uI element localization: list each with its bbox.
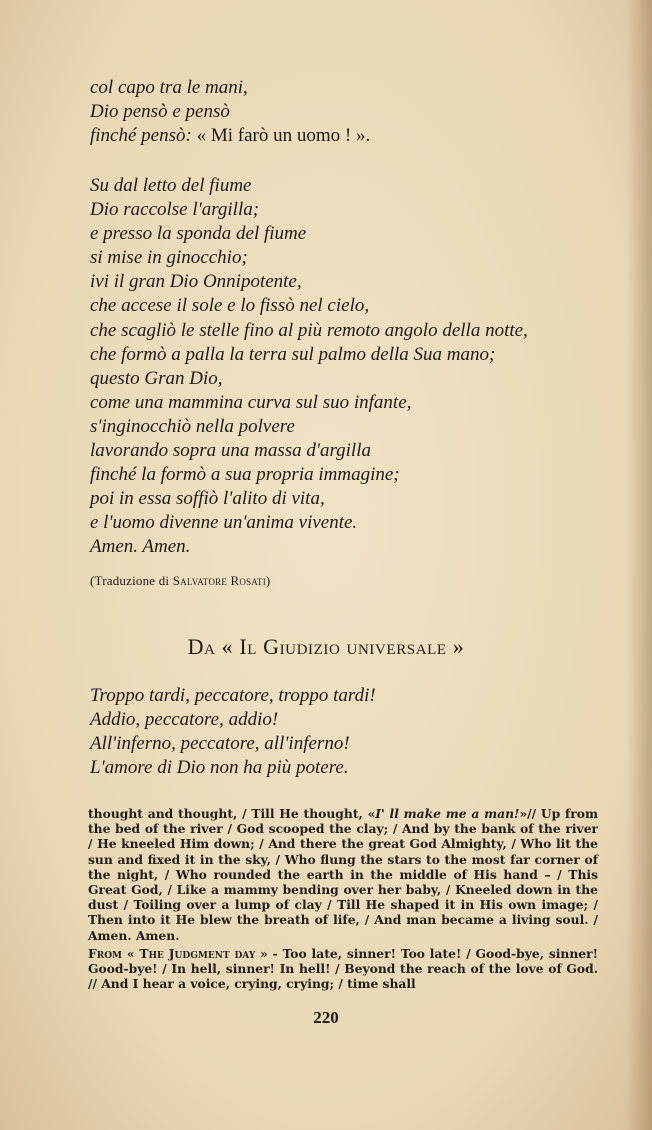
poem-line: che scagliò le stelle fino al più remoto angolo della notte, xyxy=(90,319,528,341)
poem-line: poi in essa soffiò l'alito di vita, xyxy=(90,488,325,510)
poem-line: lavorando sopra una massa d'argilla xyxy=(90,440,371,462)
poem-line xyxy=(90,124,635,148)
translator-name: Salvatore Rosati xyxy=(172,573,266,588)
poem-line: All'inferno, peccatore, all'inferno! xyxy=(90,733,350,755)
poem-line: che accese il sole e lo fissò nel cielo, xyxy=(90,295,370,317)
section-heading: Da « Il Giudizio universale » xyxy=(187,634,465,659)
credit-prefix: (Traduzione di xyxy=(90,573,173,588)
poem-line: Su dal letto del fiume xyxy=(90,175,252,196)
poem-stanza-1 xyxy=(90,76,635,148)
footnote-text: thought and thought, / Till He thought, « xyxy=(88,806,376,821)
poem-line: ivi il gran Dio Onnipotente, xyxy=(90,271,302,293)
translation-credit xyxy=(90,573,270,589)
poem-line: e l'uomo divenne un'anima vivente. xyxy=(90,512,358,534)
footnote-italic-text: I' ll make me a man! xyxy=(375,806,520,821)
footnote-english-translation xyxy=(88,806,598,943)
quote-text: « Mi farò un uomo ! ». xyxy=(196,125,371,147)
credit-suffix: ) xyxy=(265,573,271,588)
poem-line: si mise in ginocchio; xyxy=(90,247,248,269)
footnote-text: »// Up from the bed of the river / God scooped the clay; / And by the bank of the river / He kneeled Him down; / And there the great God Almighty, / Who lit the sun and fixed it in the sky, / Who flung the stars to the most far corner of the night, / Who rounded the earth in the middle of His hand – / This Great God, / Like a mammy bending over her baby, / Kneeled down in the dust / Toiling over a lump of clay / Till He shaped it in His own image; / Then into it He blew the breath of life, / And man became a living soul. / Amen. Amen. xyxy=(88,806,598,943)
poem-line: Troppo tardi, peccatore, troppo tardi! xyxy=(90,685,376,706)
page-edge-shadow xyxy=(626,0,652,1130)
poem-line: Amen. Amen. xyxy=(90,536,191,558)
poem-line-text: finché pensò: xyxy=(90,125,192,147)
poem-line: questo Gran Dio, xyxy=(90,367,223,389)
poem-line: L'amore di Dio non ha più potere. xyxy=(90,757,349,779)
poem-line: col capo tra le mani, xyxy=(90,77,248,98)
poem-stanza-2 xyxy=(90,174,635,560)
poem-line: Dio raccolse l'argilla; xyxy=(90,199,260,221)
page-number: 220 xyxy=(313,1008,339,1027)
footnote-label: From « The Judgment day » xyxy=(88,946,268,961)
footnote-text: - Too late, sinner! Too late! / Good-bye, sinner! Good-bye! / In hell, sinner! In hell! / Beyond the reach of the love of God. // And I hear a voice, crying, crying; / time shall xyxy=(88,946,598,992)
poem-line: e presso la sponda del fiume xyxy=(90,223,307,245)
poem-line: come una mammina curva sul suo infante, xyxy=(90,391,412,413)
poem-stanza-3 xyxy=(90,684,635,780)
poem-line: che formò a palla la terra sul palmo della Sua mano; xyxy=(90,343,496,365)
poem-line: s'inginocchiò nella polvere xyxy=(90,415,295,437)
poem-line: finché la formò a sua propria immagine; xyxy=(90,464,400,486)
poem-line: Dio pensò e pensò xyxy=(90,101,230,123)
poem-line: Addio, peccatore, addio! xyxy=(90,709,279,731)
footnote-judgment-day xyxy=(88,946,598,992)
